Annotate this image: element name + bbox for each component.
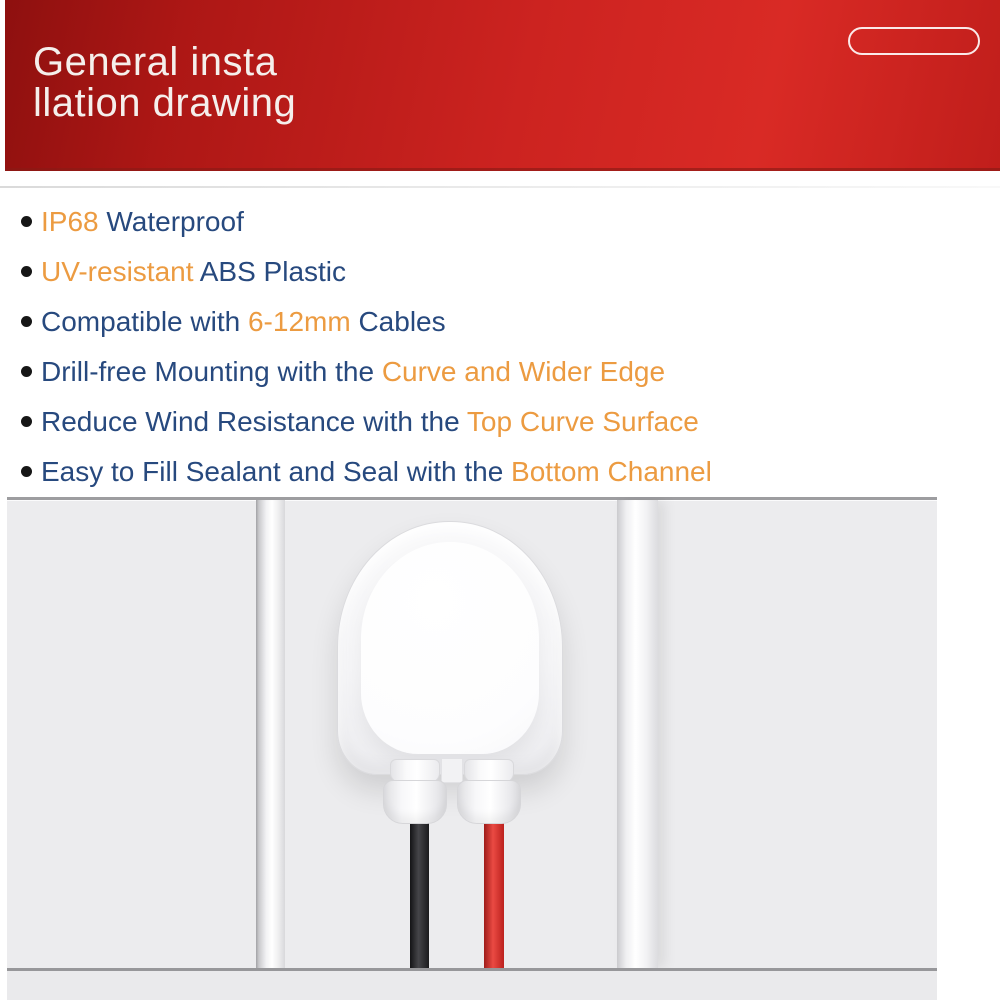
header-banner xyxy=(5,0,1000,171)
feature-text: Drill-free Mounting with the xyxy=(41,356,382,387)
gland-nut xyxy=(457,780,521,824)
cover-shell xyxy=(337,521,563,775)
cable-gland-right xyxy=(457,759,521,824)
bullet-icon xyxy=(21,466,32,477)
feature-highlight: Bottom Channel xyxy=(511,456,712,487)
banner-divider xyxy=(0,186,1000,188)
feature-item-uv-resistant xyxy=(21,255,712,288)
feature-item-drill-free xyxy=(21,355,712,388)
feature-text: Compatible with xyxy=(41,306,248,337)
panel-batten-right xyxy=(617,500,658,968)
bullet-icon xyxy=(21,366,32,377)
page-title-line2: llation drawing xyxy=(33,81,297,125)
feature-item-waterproof xyxy=(21,205,712,238)
product-photo-panel xyxy=(7,497,937,1000)
panel-top-rail xyxy=(7,497,937,500)
cover-inner-dome xyxy=(361,542,539,754)
cable-gland-left xyxy=(383,759,447,824)
feature-text: ABS Plastic xyxy=(199,256,347,287)
bullet-icon xyxy=(21,216,32,227)
bullet-icon xyxy=(21,316,32,327)
bullet-icon xyxy=(21,416,32,427)
panel-batten-left xyxy=(256,500,285,968)
feature-list xyxy=(21,205,712,505)
feature-item-cable-size xyxy=(21,305,712,338)
feature-highlight: IP68 xyxy=(41,206,107,237)
bullet-icon xyxy=(21,266,32,277)
feature-text: Waterproof xyxy=(106,206,244,237)
cable-entry-cover xyxy=(337,521,567,821)
panel-bottom-band xyxy=(7,971,937,1000)
feature-text: Easy to Fill Sealant and Seal with the xyxy=(41,456,512,487)
feature-text: Reduce Wind Resistance with the xyxy=(41,406,467,437)
feature-item-sealant xyxy=(21,455,712,488)
feature-highlight: Curve and Wider Edge xyxy=(381,356,666,387)
feature-highlight: Top Curve Surface xyxy=(466,406,699,437)
wire-black xyxy=(410,815,429,968)
feature-highlight: UV-resistant xyxy=(41,256,200,287)
feature-highlight: 6-12mm xyxy=(247,306,359,337)
gland-nut xyxy=(383,780,447,824)
wire-red xyxy=(484,815,504,968)
pill-outline xyxy=(848,27,980,55)
page-title-line1: General insta xyxy=(33,40,278,84)
page-title xyxy=(33,42,296,124)
feature-text: Cables xyxy=(358,306,446,337)
feature-item-wind-resistance xyxy=(21,405,712,438)
